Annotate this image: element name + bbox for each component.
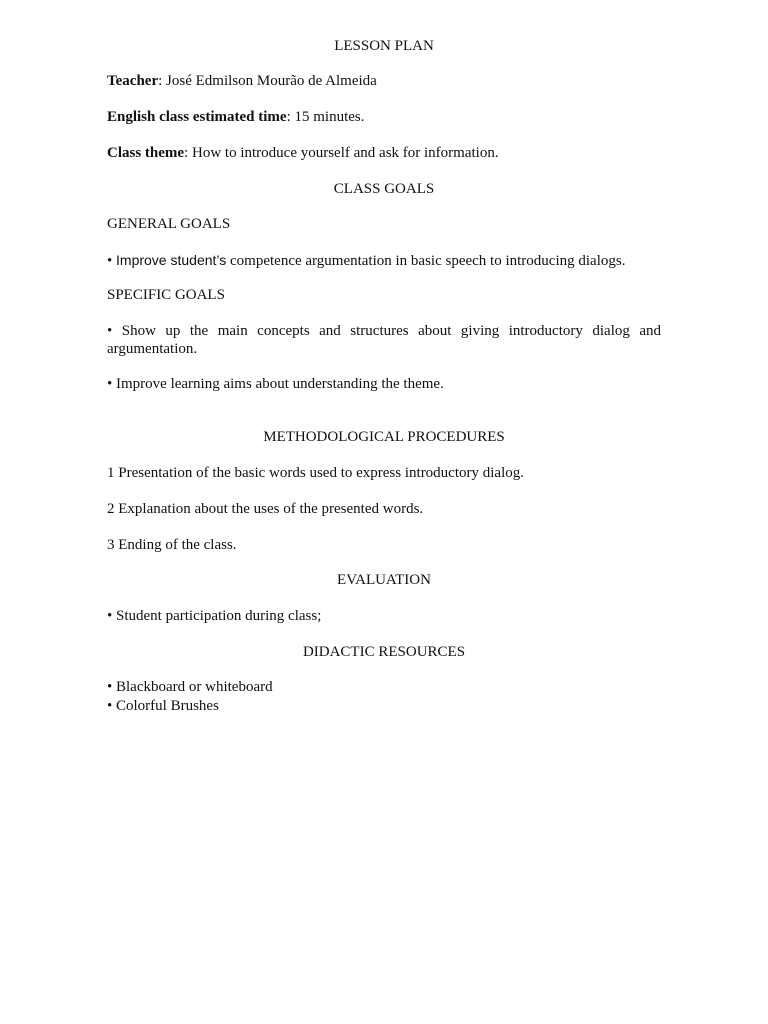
theme-line <box>107 144 661 162</box>
specific-goal-item: • Show up the main concepts and structures about giving introductory dialog and argumentation. <box>107 323 661 357</box>
methodological-heading: METHODOLOGICAL PROCEDURES <box>263 429 505 445</box>
procedure-item: 3 Ending of the class. <box>107 537 237 553</box>
teacher-value: : José Edmilson Mourão de Almeida <box>158 73 377 89</box>
theme-value: : How to introduce yourself and ask for information. <box>184 145 499 161</box>
class-goals-heading: CLASS GOALS <box>333 181 435 197</box>
theme-label: Class theme <box>107 145 185 161</box>
specific-goal-item: • Improve learning aims about understanding the theme. <box>107 376 444 392</box>
specific-goals-heading: SPECIFIC GOALS <box>107 287 225 303</box>
general-goal-text-start: Improve student’s <box>116 252 227 268</box>
teacher-label: Teacher <box>107 73 159 89</box>
resources-heading: DIDACTIC RESOURCES <box>302 644 466 660</box>
evaluation-heading: EVALUATION <box>337 572 431 588</box>
resource-item: • Colorful Brushes <box>107 698 219 714</box>
general-goal-item <box>107 251 661 270</box>
general-goal-text-end: competence argumentation in basic speech to introducing dialogs. <box>230 253 626 269</box>
general-goals-heading: GENERAL GOALS <box>107 216 231 232</box>
document-title: LESSON PLAN <box>334 38 434 54</box>
procedure-item: 1 Presentation of the basic words used to express introductory dialog. <box>107 465 524 481</box>
time-line <box>107 108 661 126</box>
procedure-item: 2 Explanation about the uses of the presented words. <box>107 501 424 517</box>
resource-item: • Blackboard or whiteboard <box>107 679 273 695</box>
bullet: • <box>107 253 113 269</box>
evaluation-item: • Student participation during class; <box>107 608 322 624</box>
time-label: English class estimated time <box>107 109 287 125</box>
teacher-line <box>107 72 661 90</box>
time-value: : 15 minutes. <box>286 109 365 125</box>
